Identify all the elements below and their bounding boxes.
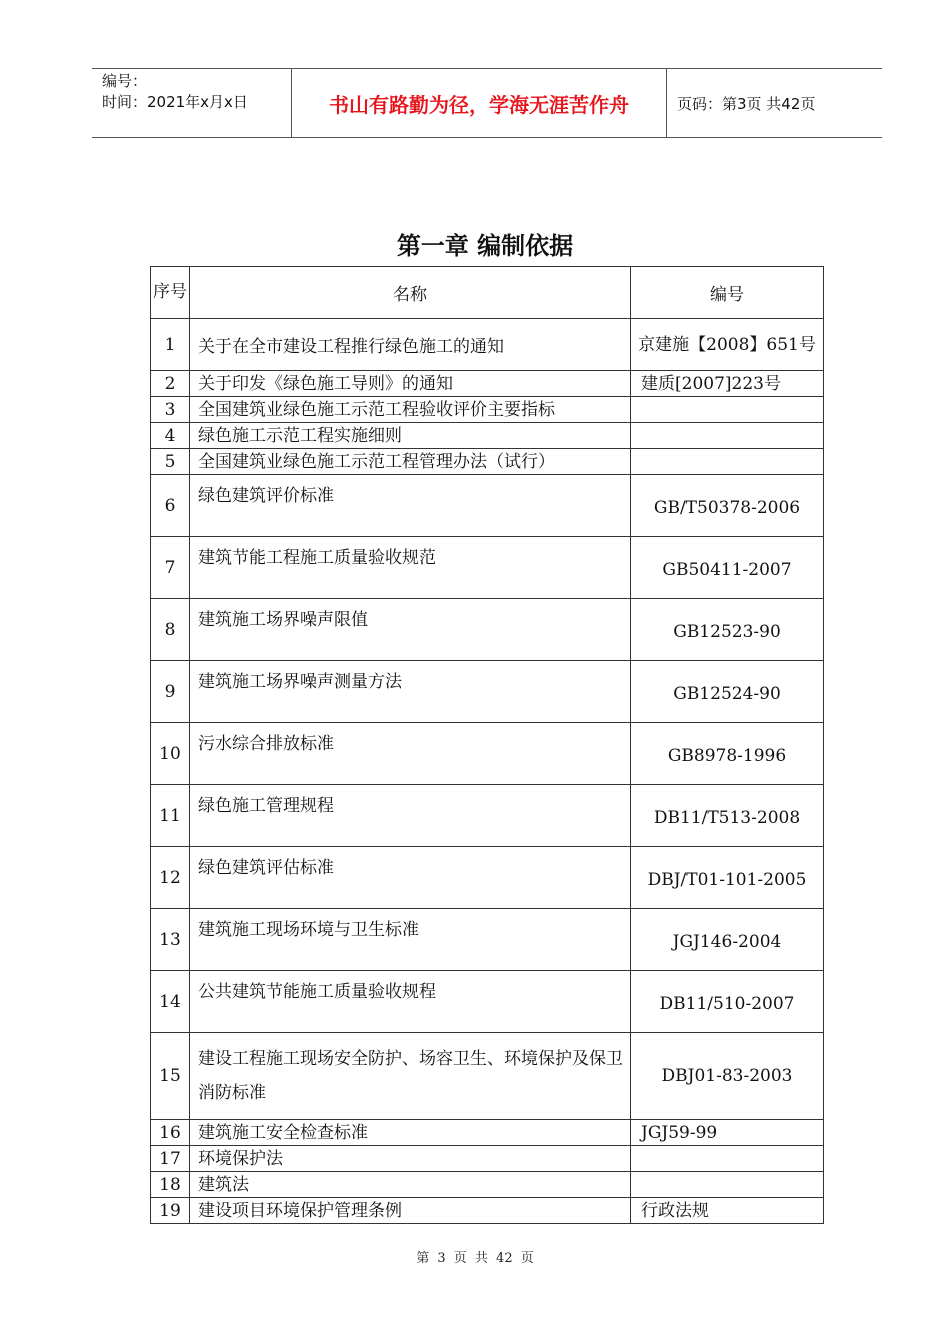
chapter-title: 第一章 编制依据 xyxy=(396,232,574,260)
row-code: DB11/510-2007 xyxy=(631,971,824,1033)
row-code: 建质[2007]223号 xyxy=(631,371,824,397)
header-code: 编号 xyxy=(631,267,824,319)
table-row xyxy=(151,423,824,449)
table-row xyxy=(151,1120,824,1146)
row-code: GB12524-90 xyxy=(631,661,824,723)
row-name: 建筑施工场界噪声测量方法 xyxy=(190,661,631,723)
row-name: 全国建筑业绿色施工示范工程验收评价主要指标 xyxy=(190,397,631,423)
row-number: 18 xyxy=(151,1172,190,1198)
header-no: 序号 xyxy=(151,267,190,319)
header-motto: 书山有路勤为径，学海无涯苦作舟 xyxy=(292,69,667,137)
table-row xyxy=(151,371,824,397)
row-name: 绿色建筑评价标准 xyxy=(190,475,631,537)
table-header-row xyxy=(151,267,824,319)
table-row xyxy=(151,475,824,537)
table-row xyxy=(151,909,824,971)
row-number: 3 xyxy=(151,397,190,423)
row-code: JGJ59-99 xyxy=(631,1120,824,1146)
row-number: 4 xyxy=(151,423,190,449)
table-row xyxy=(151,449,824,475)
table-row xyxy=(151,723,824,785)
row-code: JGJ146-2004 xyxy=(631,909,824,971)
row-name: 环境保护法 xyxy=(190,1146,631,1172)
row-code: GB/T50378-2006 xyxy=(631,475,824,537)
row-number: 13 xyxy=(151,909,190,971)
row-name: 建设项目环境保护管理条例 xyxy=(190,1198,631,1224)
table-row xyxy=(151,1172,824,1198)
table-row xyxy=(151,319,824,371)
row-number: 17 xyxy=(151,1146,190,1172)
row-code: DBJ/T01-101-2005 xyxy=(631,847,824,909)
row-name: 建筑节能工程施工质量验收规范 xyxy=(190,537,631,599)
row-code xyxy=(631,1172,824,1198)
row-name: 绿色建筑评估标准 xyxy=(190,847,631,909)
row-name: 绿色施工示范工程实施细则 xyxy=(190,423,631,449)
header-name: 名称 xyxy=(190,267,631,319)
row-name: 关于在全市建设工程推行绿色施工的通知 xyxy=(190,319,631,371)
row-number: 8 xyxy=(151,599,190,661)
table-body xyxy=(151,319,824,1224)
row-number: 5 xyxy=(151,449,190,475)
row-number: 14 xyxy=(151,971,190,1033)
row-number: 9 xyxy=(151,661,190,723)
row-code: 京建施【2008】651号 xyxy=(631,319,824,371)
header-meta xyxy=(92,69,292,137)
row-name: 关于印发《绿色施工导则》的通知 xyxy=(190,371,631,397)
row-code: GB8978-1996 xyxy=(631,723,824,785)
row-number: 7 xyxy=(151,537,190,599)
header-page-info: 页码：第3页 共42页 xyxy=(677,94,816,113)
row-code xyxy=(631,397,824,423)
table-row xyxy=(151,1033,824,1120)
row-name: 绿色施工管理规程 xyxy=(190,785,631,847)
row-code xyxy=(631,423,824,449)
table-row xyxy=(151,1146,824,1172)
table-row xyxy=(151,599,824,661)
row-name: 建筑施工场界噪声限值 xyxy=(190,599,631,661)
row-code: DB11/T513-2008 xyxy=(631,785,824,847)
table-row xyxy=(151,661,824,723)
row-name: 全国建筑业绿色施工示范工程管理办法（试行） xyxy=(190,449,631,475)
row-number: 11 xyxy=(151,785,190,847)
row-number: 1 xyxy=(151,319,190,371)
table-row xyxy=(151,537,824,599)
row-number: 12 xyxy=(151,847,190,909)
row-name: 建设工程施工现场安全防护、场容卫生、环境保护及保卫消防标准 xyxy=(190,1033,631,1120)
row-number: 19 xyxy=(151,1198,190,1224)
header-time-label: 时间：2021年x月x日 xyxy=(102,93,248,111)
row-number: 2 xyxy=(151,371,190,397)
row-number: 6 xyxy=(151,475,190,537)
row-number: 16 xyxy=(151,1120,190,1146)
basis-table xyxy=(150,266,824,1224)
header-code-label: 编号： xyxy=(102,72,148,90)
row-number: 10 xyxy=(151,723,190,785)
row-name: 公共建筑节能施工质量验收规程 xyxy=(190,971,631,1033)
row-name: 建筑施工现场环境与卫生标准 xyxy=(190,909,631,971)
table-row xyxy=(151,1198,824,1224)
table-row xyxy=(151,971,824,1033)
table-row xyxy=(151,785,824,847)
row-code: 行政法规 xyxy=(631,1198,824,1224)
row-code: GB50411-2007 xyxy=(631,537,824,599)
page-header xyxy=(92,68,882,138)
table-row xyxy=(151,847,824,909)
row-code xyxy=(631,449,824,475)
row-name: 污水综合排放标准 xyxy=(190,723,631,785)
table-row xyxy=(151,397,824,423)
row-code: GB12523-90 xyxy=(631,599,824,661)
row-name: 建筑法 xyxy=(190,1172,631,1198)
row-name: 建筑施工安全检查标准 xyxy=(190,1120,631,1146)
row-code xyxy=(631,1146,824,1172)
row-code: DBJ01-83-2003 xyxy=(631,1033,824,1120)
row-number: 15 xyxy=(151,1033,190,1120)
page-footer: 第 3 页 共 42 页 xyxy=(416,1251,534,1266)
